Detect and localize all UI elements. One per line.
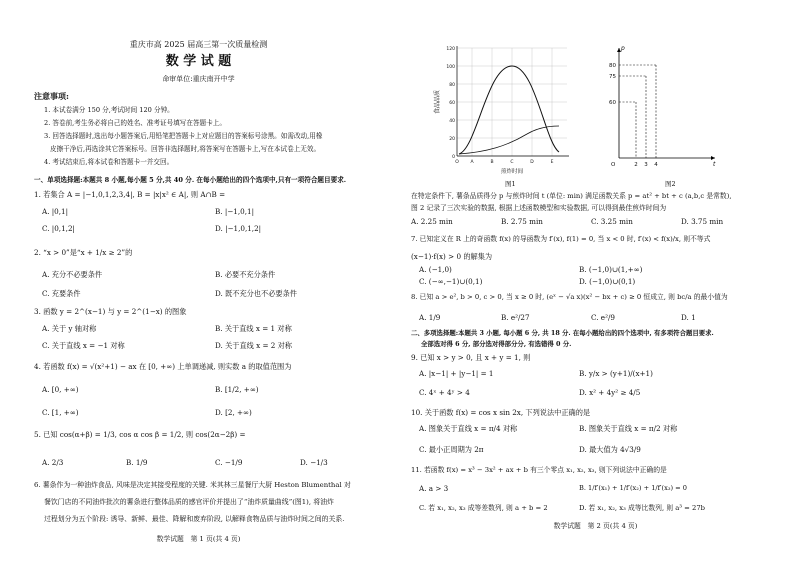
q8-option-d: D. 1 <box>681 313 696 322</box>
q7-option-c: C. (−∞,−1)∪(0,1) <box>419 277 483 286</box>
exam-page-2 <box>397 0 794 561</box>
q2-stem: 2. “x > 0”是“x + 1/x ≥ 2”的 <box>34 248 133 257</box>
figure-2-caption: 图2 <box>665 180 676 188</box>
q7-stem-cont: (x−1)·f(x) > 0 的解集为 <box>411 252 493 261</box>
figure-2-xlabel: t <box>713 161 716 168</box>
figure-1-quality-curve-line <box>459 66 559 154</box>
q1-stem: 1. 若集合 A = |−1,0,1,2,3,4|, B = |x|x² ∈ A|, 则 A∩B = <box>34 190 226 199</box>
q6-cont-line-1: 在特定条件下, 薯条品质得分 p 与煎炸时间 t (单位: min) 满足函数关系 p = at² + bt + c (a,b,c 是常数), <box>411 192 732 200</box>
q3-option-b: B. 关于直线 x = 1 对称 <box>215 324 292 333</box>
q8-option-b: B. e²/27 <box>501 313 530 322</box>
q10-option-d: D. 最大值为 4√3/9 <box>579 445 641 454</box>
q6-option-a: A. 2.25 min <box>411 217 453 226</box>
subject-title: 数 学 试 题 <box>165 54 232 69</box>
q9-stem: 9. 已知 x > y > 0, 且 x + y = 1, 则 <box>411 353 531 362</box>
issuer: 命审单位:重庆南开中学 <box>162 75 235 83</box>
q2-option-c: C. 充要条件 <box>42 289 81 298</box>
figure-1-ylabel: 食品品质 <box>434 89 441 115</box>
q4-option-a: A. [0, +∞) <box>42 385 79 394</box>
figure-1-xtick: B <box>490 160 494 165</box>
notice-item-3-cont: 皮擦干净后,再选涂其它答案标号。回答非选择题时,将答案写在答题卡上,写在本试卷上无效。 <box>50 145 321 153</box>
q2-option-b: B. 必要不充分条件 <box>215 270 276 279</box>
q5-option-c: C. −1/9 <box>215 458 243 467</box>
figure-2-t-axis-arrow <box>711 156 715 160</box>
figure-1-ytick: 0 <box>452 155 455 160</box>
figure-2-xtick: 2 <box>634 162 638 168</box>
figure-1-grid <box>457 48 567 156</box>
section2-heading: 二、多项选择题:本题共 3 小题, 每小题 6 分, 共 18 分. 在每小题给出的四个选项中, 有多项符合题目要求. <box>411 329 714 337</box>
figure-1-ytick: 80 <box>449 83 455 88</box>
q6-option-c: C. 3.25 min <box>591 217 633 226</box>
figure-1-ytick: 40 <box>449 119 455 124</box>
q2-option-a: A. 充分不必要条件 <box>42 270 103 279</box>
notice-item-2: 2. 答卷前,考生务必将自己的姓名、准考证号填写在答题卡上。 <box>44 119 226 127</box>
q1-option-b: B. |−1,0,1| <box>215 207 255 216</box>
q7-option-a: A. (−1,0) <box>419 265 452 274</box>
figure-1-ytick: 20 <box>449 137 455 142</box>
q11-stem: 11. 若函数 f(x) = x³ − 3x² + ax + b 有三个零点 x₁, x₂, x₃, 则下列说法中正确的是 <box>411 466 667 474</box>
q10-option-a: A. 图象关于直线 x = π/4 对称 <box>419 424 518 433</box>
notice-item-4: 4. 考试结束后,将本试卷和答题卡一并交回。 <box>44 158 174 166</box>
q11-option-a: A. a > 3 <box>419 484 449 493</box>
figure-2-xtick: 4 <box>654 162 658 168</box>
q4-option-c: C. [1, +∞) <box>42 408 79 417</box>
figure-1-xtick: E <box>550 160 554 165</box>
q4-option-b: B. [1/2, +∞) <box>215 385 259 394</box>
figure-1-xtick: O <box>455 160 459 165</box>
q10-stem: 10. 关于函数 f(x) = cos x sin 2x, 下列说法中正确的是 <box>411 408 591 417</box>
figure-2-xtick: 3 <box>644 162 648 168</box>
figure-1-caption: 图1 <box>505 180 516 188</box>
q1-option-a: A. |0,1| <box>42 207 69 216</box>
figure-1-ytick: 100 <box>446 65 455 70</box>
q3-option-a: A. 关于 y 轴对称 <box>42 324 97 333</box>
figure-2-ytick: 75 <box>609 74 616 80</box>
q8-stem: 8. 已知 a > e², b > 0, c > 0, 当 x ≥ 0 时, (eˣ − √a x)(x² − bx + c) ≥ 0 恒成立, 则 bc/a 的最小值为 <box>411 293 728 301</box>
section2-subheading: 全部选对得 6 分, 部分选对得部分分, 有选错得 0 分. <box>421 340 572 348</box>
q6-cont-line-2: 图 2 记录了三次实验的数据, 根据上述函数模型和实验数据, 可以得到最佳煎炸时间为 <box>411 204 667 212</box>
notice-item-3: 3. 回答选择题时,选出每小题答案后,用铅笔把答题卡上对应题目的答案标号涂黑。如需改动,用橡 <box>44 132 323 140</box>
figure-1-ytick: 120 <box>446 47 455 52</box>
q3-option-c: C. 关于直线 x = −1 对称 <box>42 341 125 350</box>
q6-line-1: 6. 薯条作为一种油炸食品, 风味是决定其接受程度的关键. 米其林三星餐厅大厨 Heston Blumenthal 对 <box>34 481 351 489</box>
q10-option-b: B. 图象关于直线 x = π/2 对称 <box>579 424 678 433</box>
figure-2-ytick: 80 <box>609 63 616 69</box>
q5-option-a: A. 2/3 <box>42 458 64 467</box>
q3-stem: 3. 函数 y = 2^(x−1) 与 y = 2^(1−x) 的图象 <box>34 307 187 316</box>
figure-1-xtick: C <box>510 160 514 165</box>
q6-line-2: 餐饮门店的不同油炸批次的薯条进行整体品质的感官评价并提出了“油炸质量曲线”(图1), 将油炸 <box>44 498 334 506</box>
q7-option-d: D. (−1,0)∪(0,1) <box>579 277 636 286</box>
notice-item-1: 1. 本试卷满分 150 分,考试时间 120 分钟。 <box>44 106 174 114</box>
exam-title: 重庆市高 2025 届高三第一次质量检测 <box>129 40 268 49</box>
figure-1-xlabel: 煎炸时间 <box>500 169 524 175</box>
q9-option-a: A. |x−1| + |y−1| = 1 <box>419 369 494 378</box>
q9-option-b: B. y/x > (y+1)/(x+1) <box>579 369 653 378</box>
figure-2-guide-lines <box>619 65 656 158</box>
q9-option-c: C. 4ˣ + 4ʸ > 4 <box>419 388 470 397</box>
q7-option-b: B. (−1,0)∪(1,+∞) <box>579 265 643 274</box>
q7-stem: 7. 已知定义在 R 上的奇函数 f(x) 的导函数为 f′(x), f(1) = 0, 当 x < 0 时, f′(x) < f(x)/x, 则不等式 <box>411 235 711 243</box>
q11-option-b: B. 1/f′(x₁) + 1/f′(x₂) + 1/f′(x₃) = 0 <box>579 484 687 492</box>
figure-1-quality-curve <box>417 42 587 182</box>
q8-option-a: A. 1/9 <box>419 313 441 322</box>
q9-option-d: D. x² + 4y² ≥ 4/5 <box>579 388 641 397</box>
q10-option-c: C. 最小正周期为 2π <box>419 445 484 454</box>
q4-stem: 4. 若函数 f(x) = √(x²+1) − ax 在 [0, +∞) 上单调递减, 则实数 a 的取值范围为 <box>34 362 292 371</box>
q5-option-b: B. 1/9 <box>126 458 148 467</box>
q11-option-d: D. 若 x₁, x₂, x₃ 成等比数列, 则 a³ = 27b <box>579 504 706 512</box>
q1-option-d: D. |−1,0,1,2| <box>215 224 262 233</box>
figure-1-ytick: 60 <box>449 101 455 106</box>
figure-2-origin: O <box>611 162 616 168</box>
q4-option-d: D. [2, +∞) <box>215 408 252 417</box>
figure-1-xtick: A <box>470 160 474 165</box>
page1-footer: 数学试题 第 1 页(共 4 页) <box>156 535 241 543</box>
q8-option-c: C. e²/9 <box>591 313 615 322</box>
q2-option-d: D. 既不充分也不必要条件 <box>215 289 297 298</box>
q1-option-c: C. |0,1,2| <box>42 224 75 233</box>
q5-stem: 5. 已知 cos(α+β) = 1/3, cos α cos β = 1/2, 则 cos(2α−2β) = <box>34 430 246 439</box>
q6-option-b: B. 2.75 min <box>501 217 543 226</box>
q5-option-d: D. −1/3 <box>300 458 328 467</box>
q3-option-d: D. 关于直线 x = 2 对称 <box>215 341 292 350</box>
figure-2-experiment-data <box>597 42 727 172</box>
figure-2-ytick: 60 <box>609 100 616 106</box>
section1-heading: 一、单项选择题:本题共 8 小题,每小题 5 分,共 40 分. 在每小题给出的四个选项中,只有一项符合题目要求. <box>34 176 347 184</box>
notice-heading: 注意事项: <box>34 91 69 101</box>
page2-footer: 数学试题 第 2 页(共 4 页) <box>553 522 638 530</box>
q6-option-d: D. 3.75 min <box>681 217 724 226</box>
figure-2-ylabel: p <box>621 45 625 52</box>
q6-line-3: 过程划分为五个阶段: 诱导、新鲜、最佳、降解和废弃阶段, 以解释食物品质与油炸时间之间的关系. <box>44 515 345 523</box>
figure-1-xtick: D <box>530 160 534 165</box>
q11-option-c: C. 若 x₁, x₂, x₃ 成等差数列, 则 a + b = 2 <box>419 504 548 512</box>
